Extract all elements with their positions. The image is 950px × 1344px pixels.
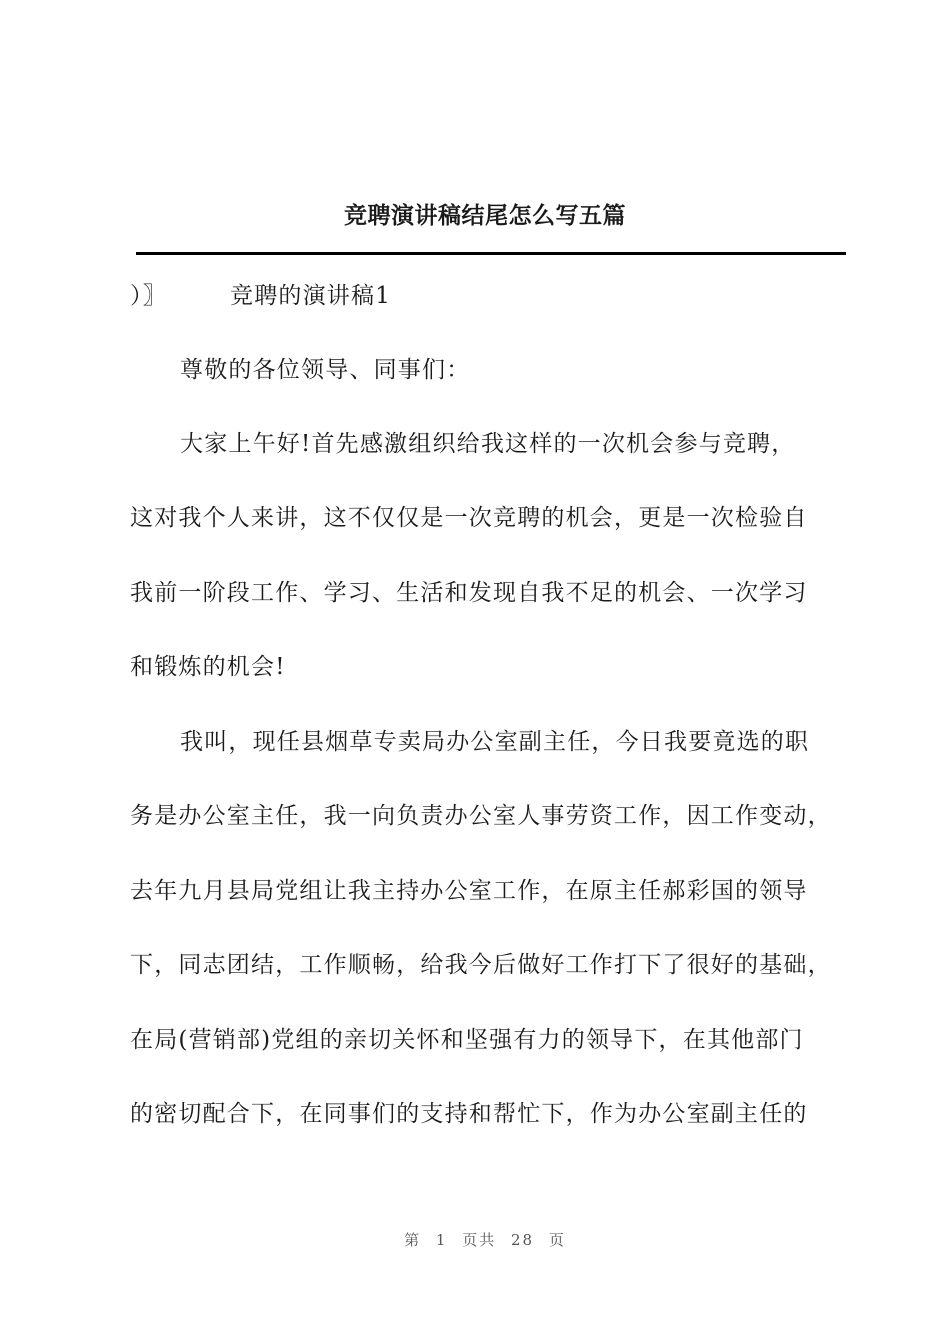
title-divider [136,252,846,255]
paragraph-line: 大家上午好!首先感激组织给我这样的一次机会参与竞聘， [180,431,796,457]
paragraph-line: 尊敬的各位领导、同事们： [180,357,471,383]
paragraph-line: 去年九月县局党组让我主持办公室工作，在原主任郝彩国的领导 [130,878,808,904]
paragraph-line: 务是办公室主任，我一向负责办公室人事劳资工作，因工作变动， [130,803,832,829]
paragraph-line: 的密切配合下，在同事们的支持和帮忙下，作为办公室副主任的 [130,1101,808,1127]
paragraph-line: 和锻炼的机会! [130,654,286,680]
paragraph-line: 下，同志团结，工作顺畅，给我今后做好工作打下了很好的基础， [130,952,832,978]
document-title: 竞聘演讲稿结尾怎么写五篇 [344,202,626,229]
paragraph-line: 这对我个人来讲，这不仅仅是一次竞聘的机会，更是一次检验自 [130,505,808,531]
section-heading-line [130,281,391,311]
section-marker: ）〗 [130,283,167,309]
paragraph-line: 我叫，现任县烟草专卖局办公室副主任，今日我要竟选的职 [180,729,810,755]
paragraph-line: 我前一阶段工作、学习、生活和发现自我不足的机会、一次学习 [130,580,808,606]
page-footer: 第 1 页共 28 页 [404,1231,566,1249]
section-heading: 竞聘的演讲稿1 [230,283,392,309]
paragraph-line: 在局(营销部)党组的亲切关怀和坚强有力的领导下，在其他部门 [130,1027,804,1053]
